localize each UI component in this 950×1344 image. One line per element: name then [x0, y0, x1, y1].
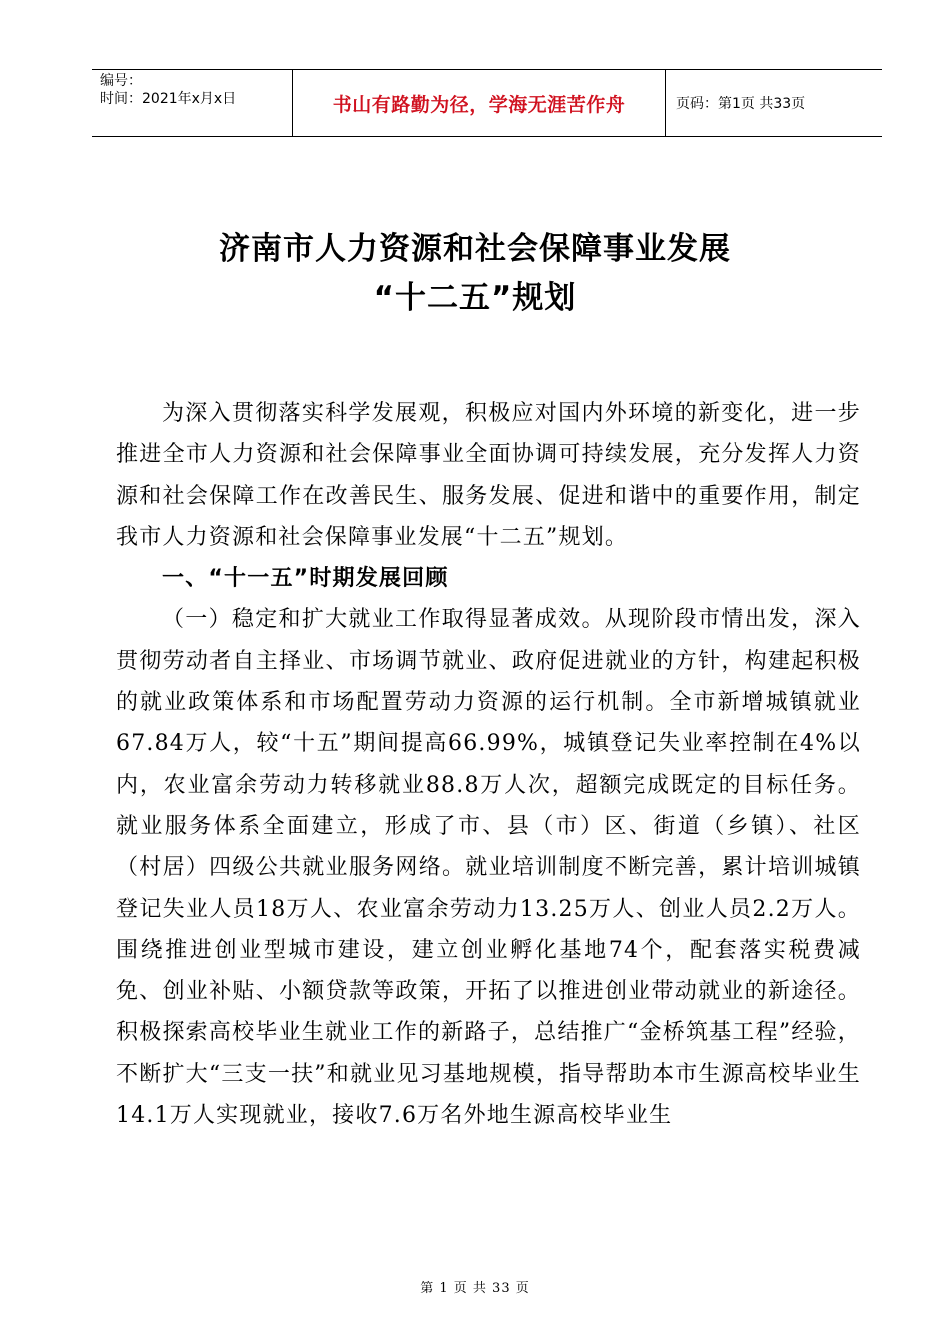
- document-title-line2: “十二五”规划: [373, 280, 577, 316]
- intro-paragraph: 为深入贯彻落实科学发展观，积极应对国内外环境的新变化，进一步推进全市人力资源和社会保障事业全面协调可持续发展，充分发挥人力资源和社会保障工作在改善民生、服务发展、促进和谐中的重要作用，制定我市人力资源和社会保障事业发展“十二五”规划。: [116, 401, 861, 550]
- header-page-info: 页码：第1页 共33页: [676, 96, 806, 112]
- body-paragraph: （一）稳定和扩大就业工作取得显著成效。从现阶段市情出发，深入贯彻劳动者自主择业、市场调节就业、政府促进就业的方针，构建起积极的就业政策体系和市场配置劳动力资源的运行机制。全市新增城镇就业67.84万人，较“十五”期间提高66.99%，城镇登记失业率控制在4%以内，农业富余劳动力转移就业88.8万人次，超额完成既定的目标任务。就业服务体系全面建立，形成了市、县（市）区、街道（乡镇）、社区（村居）四级公共就业服务网络。就业培训制度不断完善，累计培训城镇登记失业人员18万人、农业富余劳动力13.25万人、创业人员2.2万人。围绕推进创业型城市建设，建立创业孵化基地74个，配套落实税费减免、创业补贴、小额贷款等政策，开拓了以推进创业带动就业的新途径。积极探索高校毕业生就业工作的新路子，总结推广“金桥筑基工程”经验，不断扩大“三支一扶”和就业见习基地规模，指导帮助本市生源高校毕业生14.1万人实现就业，接收7.6万名外地生源高校毕业生: [116, 607, 861, 1129]
- header-motto: 书山有路勤为径，学海无涯苦作舟: [293, 70, 666, 136]
- header-meta-cell: [92, 70, 293, 136]
- document-body: [116, 393, 861, 1136]
- header-table: [92, 69, 882, 137]
- section-heading: 一、“十一五”时期发展回顾: [162, 566, 449, 592]
- document-number-label: 编号：: [100, 73, 142, 89]
- page-footer: 第 1 页 共 33 页: [420, 1281, 530, 1296]
- document-time-label: 时间：2021年x月x日: [100, 91, 237, 107]
- document-title-line1: 济南市人力资源和社会保障事业发展: [219, 231, 731, 267]
